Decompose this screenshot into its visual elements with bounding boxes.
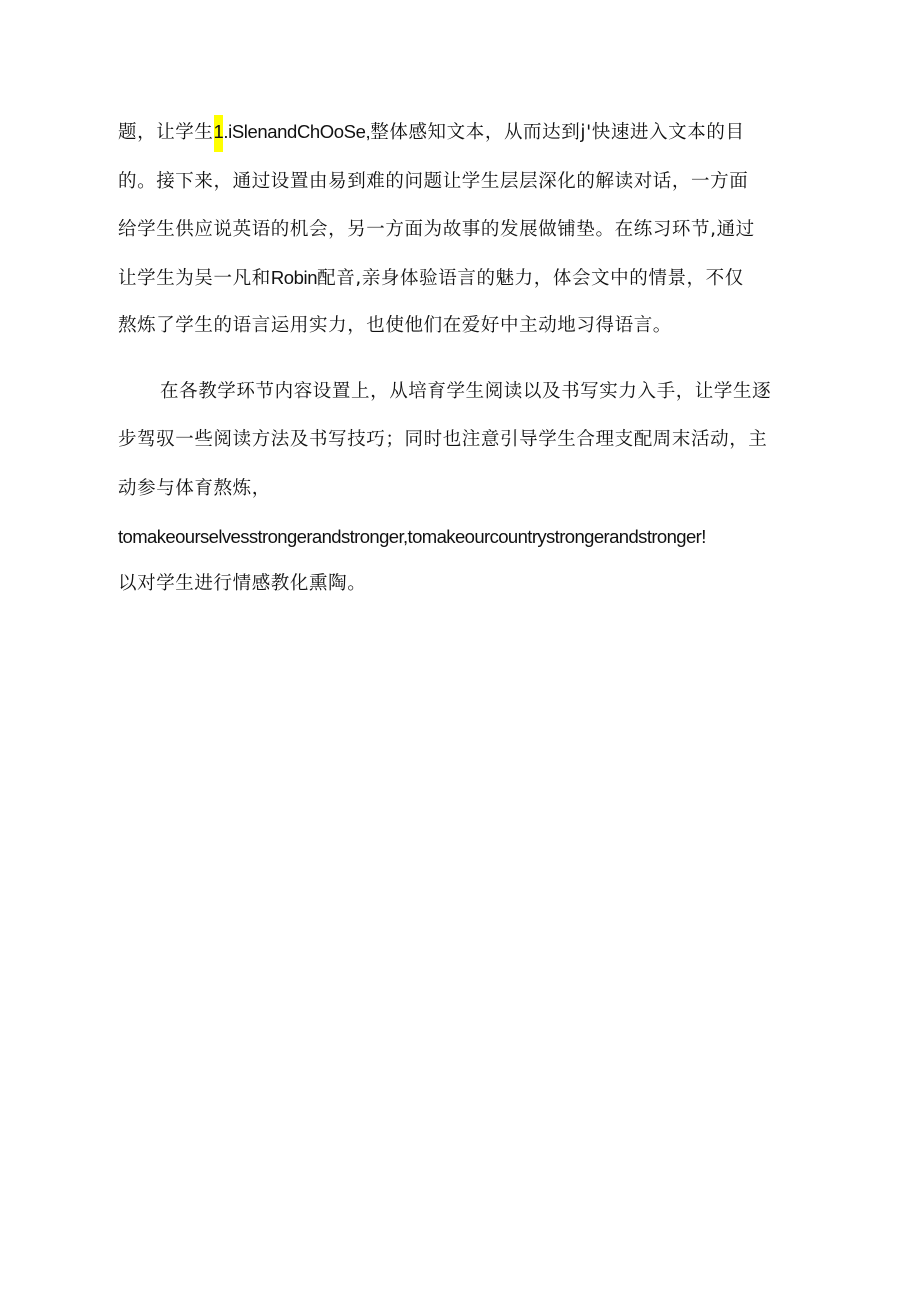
paragraph1-line5: 熬炼了学生的语言运用实力，也使他们在爱好中主动地习得语言。: [118, 315, 672, 336]
paragraph2-line1: 在各教学环节内容设置上，从培育学生阅读以及书写实力入手，让学生逐: [160, 381, 772, 402]
paragraph1-line2: 的。接下来，通过设置由易到难的问题让学生层层深化的解读对话，一方面: [118, 171, 749, 192]
text-before-highlight: 题，让学生: [118, 122, 214, 143]
paragraph2-line2: 步驾驭一些阅读方法及书写技巧；同时也注意引导学生合理支配周末活动，主: [118, 429, 768, 450]
latin-name: Robin: [270, 267, 318, 288]
paragraph1-line3: 给学生供应说英语的机会，另一方面为故事的发展做铺垫。在练习环节,通过: [118, 219, 755, 240]
paragraph2-line5: 以对学生进行情感教化熏陶。: [118, 573, 367, 594]
latin-text: .iSlenandChOoSe,: [223, 121, 371, 142]
text-part1: 让学生为吴一凡和: [118, 268, 271, 289]
paragraph2-line3: 动参与体育熬炼，: [118, 478, 271, 499]
highlighted-text: 1: [214, 115, 224, 152]
paragraph1-line4: [118, 266, 808, 291]
text-part2: 配音,亲身体验语言的魅力，体会文中的情景，不仅: [317, 268, 744, 289]
text-after-latin: 整体感知文本，从而达到j'快速进入文本的目: [370, 122, 745, 143]
paragraph1-line1: [118, 120, 808, 145]
paragraph2-line4-latin: tomakeourselvesstrongerandstronger,tomakeourcountrystrongerandstronger!: [118, 526, 706, 547]
